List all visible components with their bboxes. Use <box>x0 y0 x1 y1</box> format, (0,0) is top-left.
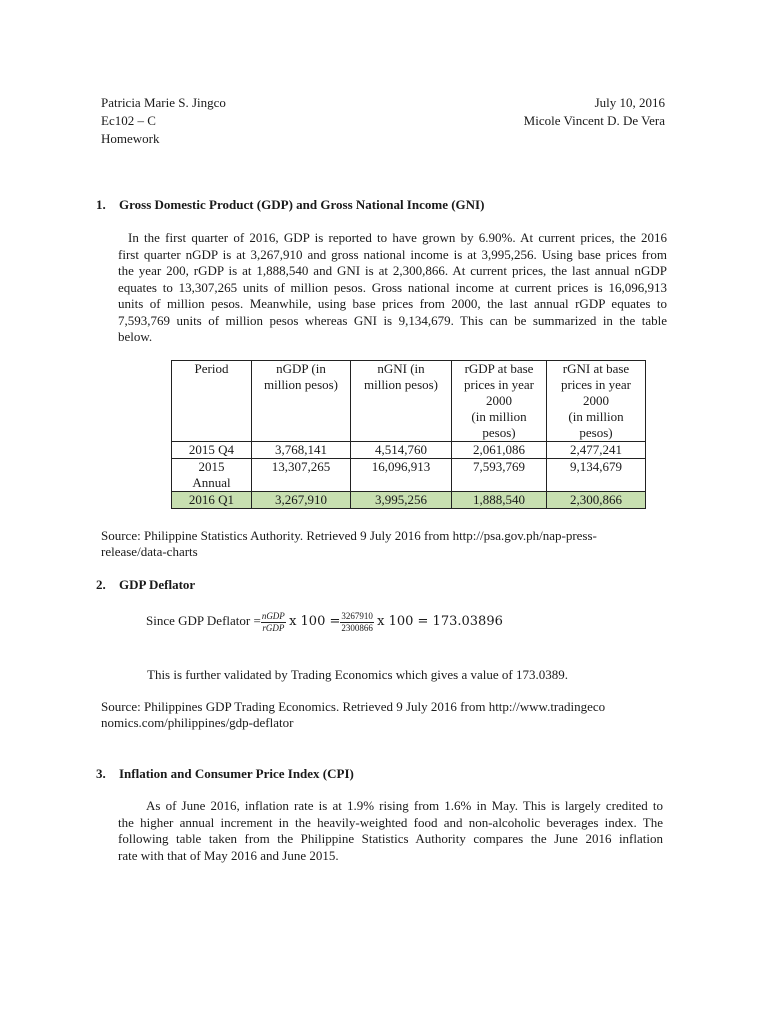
table-cell: 2,061,086 <box>452 442 547 459</box>
section3-title: Inflation and Consumer Price Index (CPI) <box>119 766 354 781</box>
table-cell: 3,995,256 <box>351 492 452 509</box>
paragraph-line: first quarter nGDP is at 3,267,910 and gross national income is at 3,995,256. Using base prices from <box>118 246 667 262</box>
author-name: Patricia Marie S. Jingco <box>101 95 226 110</box>
section2-validation: This is further validated by Trading Economics which gives a value of 173.0389. <box>147 667 568 682</box>
section2-number: 2. <box>96 577 106 592</box>
section1-source-line1: Source: Philippine Statistics Authority. Retrieved 9 July 2016 from http://psa.gov.ph/nap-press- <box>101 528 597 543</box>
table-cell: 1,888,540 <box>452 492 547 509</box>
table-cell: 2015 Q4 <box>172 442 252 459</box>
table-row <box>172 459 646 492</box>
section2-source-line2: nomics.com/philippines/gdp-deflator <box>101 715 294 730</box>
paragraph-line: rate with that of May 2016 and June 2015. <box>118 847 339 863</box>
table-cell: 7,593,769 <box>452 459 547 492</box>
section1-paragraph <box>118 230 667 346</box>
paragraph-line: following table taken from the Philippine Statistics Authority compares the June 2016 inflation <box>118 831 663 846</box>
table-cell: 3,267,910 <box>252 492 351 509</box>
section1-title: Gross Domestic Product (GDP) and Gross National Income (GNI) <box>119 197 485 212</box>
course-code: Ec102 – C <box>101 113 156 128</box>
table-row <box>172 442 646 459</box>
paragraph-line: 7,593,769 units of million pesos whereas GNI is 9,134,679. This can be summarized in the table <box>118 312 667 328</box>
document-date: July 10, 2016 <box>594 95 665 110</box>
table-cell: 2015 Annual <box>172 459 252 492</box>
paragraph-line: the year 200, rGDP is at 1,888,540 and GNI is at 2,300,866. At current prices, the last annual nGDP <box>118 263 667 278</box>
header-cell: nGNI (in million pesos) <box>351 361 452 442</box>
table-cell: 3,768,141 <box>252 442 351 459</box>
section1-source-line2: release/data-charts <box>101 544 198 559</box>
paragraph-line: units of million pesos. Meanwhile, using base prices from 2000, the last annual rGDP equates to <box>118 296 667 311</box>
table-cell: 13,307,265 <box>252 459 351 492</box>
table-cell: 2016 Q1 <box>172 492 252 509</box>
paragraph-line: In the first quarter of 2016, GDP is reported to have grown by 6.90%. At current prices, the 2016 <box>128 230 667 245</box>
section3-paragraph <box>118 798 663 864</box>
paragraph-line: equates to 13,307,265 units of million pesos. Gross national income at current prices is 16,096,913 <box>118 279 667 295</box>
section3-number: 3. <box>96 766 106 781</box>
table-cell: 4,514,760 <box>351 442 452 459</box>
fraction-ngdp-rgdp: $\frac{\text{nGDP}}{\text{rGDP}}$ <box>261 610 285 633</box>
section2-title: GDP Deflator <box>119 577 196 592</box>
section1-number: 1. <box>96 197 106 212</box>
header-cell: rGDP at base prices in year 2000 (in million pesos) <box>452 361 547 442</box>
gdp-gni-table <box>171 360 646 509</box>
formula-result: x 100 = 173.03896 <box>377 614 503 629</box>
header-cell: Period <box>172 361 252 442</box>
document-type: Homework <box>101 131 160 146</box>
table-header-row <box>172 361 646 442</box>
formula-times-100: x 100 = <box>289 614 341 629</box>
paragraph-line: below. <box>118 329 153 344</box>
fraction-values: $\frac{3267910}{2300866}$ <box>341 610 373 633</box>
table-cell: 16,096,913 <box>351 459 452 492</box>
table-row-highlighted <box>172 492 646 509</box>
paragraph-line: the higher annual increment in the heavily-weighted food and non-alcoholic beverages index. The <box>118 814 663 830</box>
partner-name: Micole Vincent D. De Vera <box>523 113 665 128</box>
formula-prefix: Since GDP Deflator = <box>146 613 261 628</box>
table-cell: 9,134,679 <box>547 459 646 492</box>
header-cell: nGDP (in million pesos) <box>252 361 351 442</box>
paragraph-line: As of June 2016, inflation rate is at 1.9% rising from 1.6% in May. This is largely credited to <box>146 798 663 813</box>
section2-source-line1: Source: Philippines GDP Trading Economics. Retrieved 9 July 2016 from http://www.tradingeco <box>101 699 606 714</box>
table-cell: 2,300,866 <box>547 492 646 509</box>
table-cell: 2,477,241 <box>547 442 646 459</box>
header-cell: rGNI at base prices in year 2000 (in million pesos) <box>547 361 646 442</box>
gdp-deflator-formula <box>146 606 503 637</box>
